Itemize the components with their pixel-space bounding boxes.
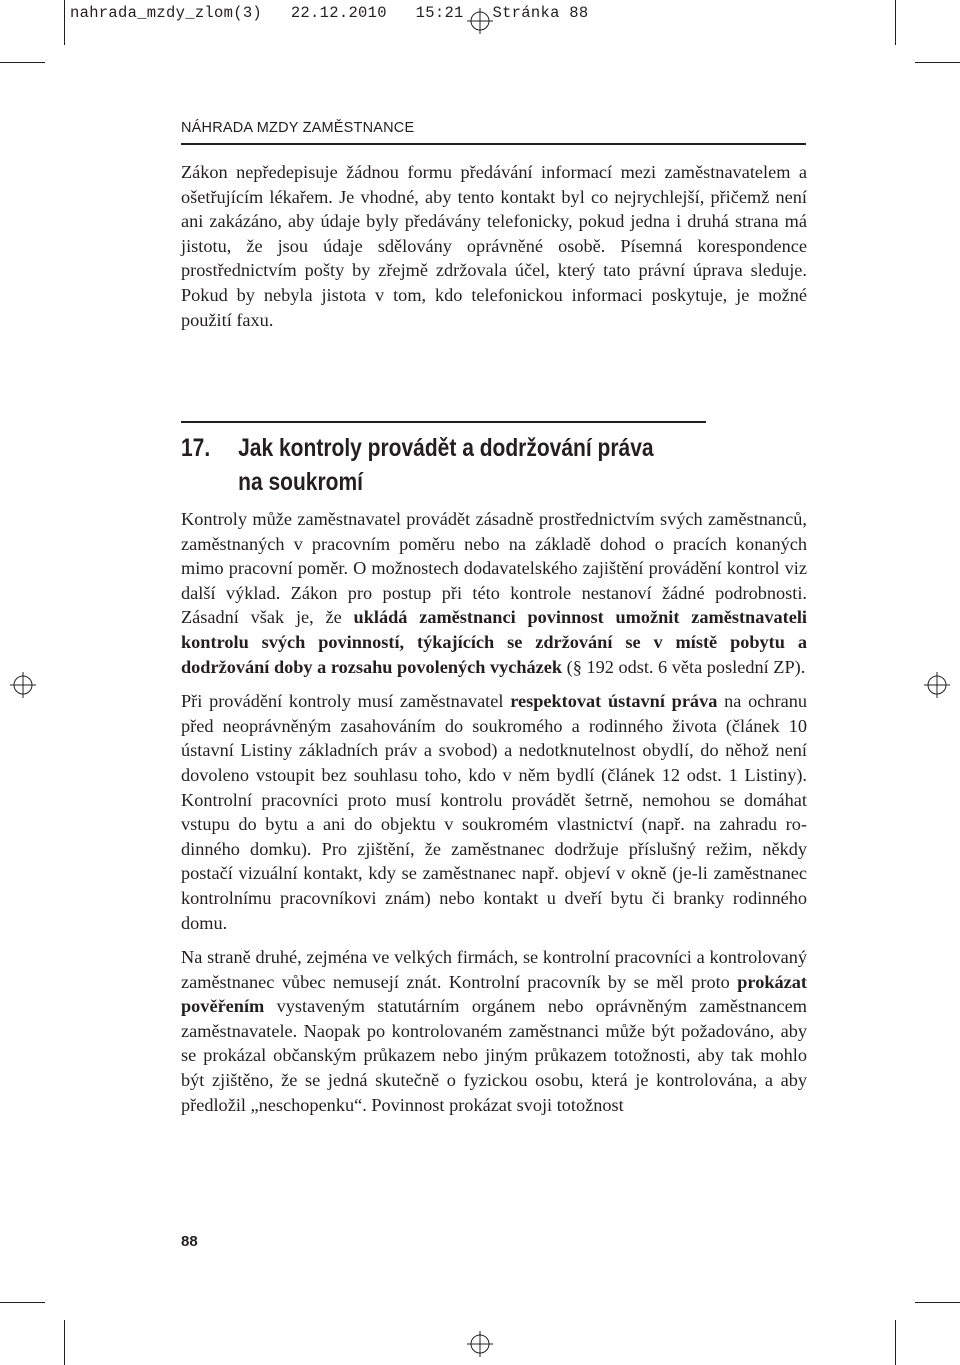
running-head-rule xyxy=(181,143,806,145)
section-title-line2: na soukromí xyxy=(238,468,363,496)
intro-text xyxy=(181,160,807,332)
crop-mark-bottom-left xyxy=(64,1320,65,1365)
p2-start: Při provádění kontroly musí zaměstnavatel xyxy=(181,691,511,712)
body-paragraph-3 xyxy=(181,945,807,1117)
crop-mark-bottom-right xyxy=(895,1320,896,1365)
p1-text: Kontroly může zaměstnavatel provádět zásadně prostřednictvím svých zaměstnanců, zaměstnaných v pracovním poměru nebo na základě dohod o pracích konaných mimo pracovní poměr. O možnostech dodavatelského zajištění provádění kontrol viz další výklad. Zákon pro postup při této kontrole nestanoví žádné podrobnosti. Zásadní však je, že xyxy=(181,509,807,628)
intro-paragraph: Zákon nepředepisuje žádnou formu předávání informací mezi zaměstnavatelem a ošetřujícím lékařem. Je vhodné, aby tento kontakt byl co nejrychlejší, přičemž není ani zakázáno, aby údaje byly předávány telefonicky, pokud jedna i druhá strana má jistotu, že jsou údaje sdělovány oprávněné osobě. Písemná korespondence prostřednictvím pošty by zřejmě zdržovala účel, který tato právní úprava sleduje. Pokud by nebyla jistota v tom, kdo telefonickou informaci poskytuje, je možné použití faxu. xyxy=(181,162,807,330)
registration-mark-left-icon xyxy=(10,672,36,698)
crop-mark-top-right xyxy=(895,0,896,45)
print-slug: nahrada_mzdy_zlom(3) 22.12.2010 15:21 Stránka 88 xyxy=(70,4,589,22)
p2-end: na ochranu před neoprávněným zasahováním do soukromého a rodinného života (článek 10 ústavní Listiny základních práv a svobod) a nedotknutelnost obydlí, do něhož není dovoleno vstoupit bez souhlasu toho, kdo v něm bydlí (článek 12 odst. 1 Listiny). Kontrolní pracovníci proto musí kontrolu provádět šetrně, nemohou se domáhat vstupu do bytu a ani do objektu v soukromém vlastnictví (např. na zahradu rodinného domku). Pro zjištění, že zaměstnanec dodržuje příslušný režim, někdy postačí vizuální kontakt, kdy se zaměstnanec např. objeví v okně (je-li zaměstnanec kontrolnímu pracovníkovi znám) nebo kontakt u dveří bytu či branky rodinného domu. xyxy=(181,691,807,933)
registration-mark-top-icon xyxy=(467,8,493,34)
registration-mark-bottom-icon xyxy=(467,1331,493,1357)
section-number: 17. xyxy=(181,434,211,462)
p2-bold: respektovat ústavní práva xyxy=(510,691,718,712)
section-title-line1: Jak kontroly provádět a dodržování práva xyxy=(238,434,654,462)
crop-mark-top-left xyxy=(64,0,65,45)
p3-start: Na straně druhé, zejména ve velkých firmách, se kontrolní pracovníci a kontrolovaný zaměstnanec vůbec nemusejí znát. Kontrolní pracovník by se měl proto xyxy=(181,947,807,992)
p1-end: (§ 192 odst. 6 věta poslední ZP). xyxy=(562,656,806,677)
body-text xyxy=(181,507,807,1117)
p3-end: vystaveným statutárním orgánem nebo oprávněným zaměstnancem zaměstnavatele. Naopak po kontrolovaném zaměstnanci může být požadováno, aby se prokázal občanským průkazem nebo jiným průkazem totožnosti, aby tak mohlo být zjištěno, že se jedná skutečně o fyzickou osobu, která je kontrolována, a aby předložil „neschopenku“. Povinnost prokázat svoji totožnost xyxy=(181,996,807,1115)
page-number: 88 xyxy=(181,1233,198,1250)
running-head: NÁHRADA MZDY ZAMĚSTNANCE xyxy=(181,120,415,136)
crop-mark-bottom-right-h xyxy=(915,1302,960,1303)
body-paragraph-2 xyxy=(181,689,807,935)
crop-mark-top-right-h xyxy=(915,62,960,63)
crop-mark-top-left-h xyxy=(0,62,45,63)
crop-mark-bottom-left-h xyxy=(0,1302,45,1303)
section-rule xyxy=(181,421,706,423)
p1-bold: ukládá zaměstnanci povinnost umožnit zaměstnavateli kontrolu svých povinností, týkajících se zdržování se v místě pobytu a dodržování doby a rozsahu povolených vycházek xyxy=(181,607,807,677)
section-heading xyxy=(181,431,654,499)
p3-bold: prokázat pověřením xyxy=(181,971,807,1017)
body-paragraph-1 xyxy=(181,507,807,679)
registration-mark-right-icon xyxy=(924,672,950,698)
